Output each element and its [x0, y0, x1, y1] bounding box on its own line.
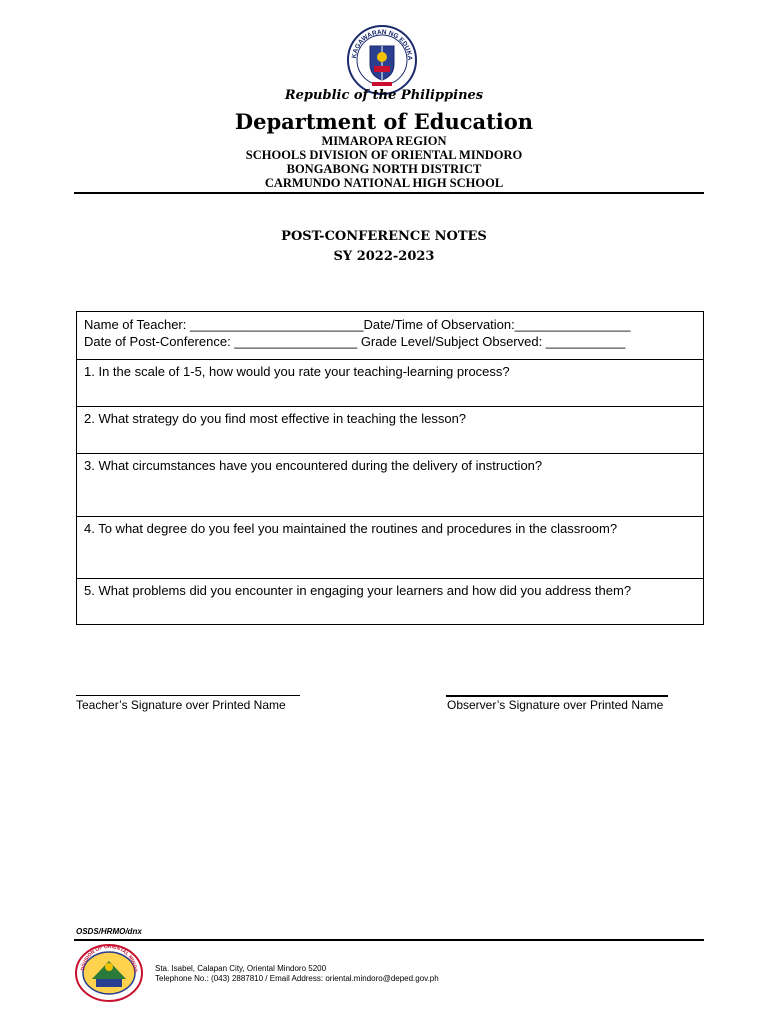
question-row[interactable] [77, 406, 703, 453]
teacher-info-row [77, 312, 703, 359]
question-row[interactable] [77, 578, 703, 624]
header-rule [74, 192, 704, 194]
question-2: 2. What strategy do you find most effective in teaching the lesson? [84, 411, 467, 426]
question-5: 5. What problems did you encounter in engaging your learners and how did you address them? [84, 583, 632, 598]
question-row[interactable] [77, 516, 703, 578]
post-conference-form [76, 311, 704, 625]
svg-text:DIVISION OF ORIENTAL MINDORO: DIVISION OF ORIENTAL MINDO [80, 943, 139, 973]
question-row[interactable] [77, 359, 703, 406]
republic-heading: Republic of the Philippines [284, 88, 484, 103]
svg-text:KAGAWARAN NG EDUKASYON: KAGAWARAN NG EDUKA [350, 28, 414, 61]
teacher-signature-line[interactable] [76, 695, 300, 696]
question-3: 3. What circumstances have you encountered during the delivery of instruction? [84, 458, 543, 473]
teacher-info-line-1[interactable]: Name of Teacher: ________________________Date/Time of Observation:________________ [84, 317, 631, 332]
school-year: SY 2022-2023 [333, 249, 435, 264]
footer-address: Sta. Isabel, Calapan City, Oriental Mindoro 5200 [155, 964, 327, 973]
division-line: SCHOOLS DIVISION OF ORIENTAL MINDORO [245, 148, 523, 162]
department-heading: Department of Education [234, 109, 534, 134]
footer-contact: Telephone No.: (043) 2887810 / Email Address: oriental.mindoro@deped.gov.ph [155, 974, 439, 983]
footer-rule [74, 939, 704, 941]
question-1: 1. In the scale of 1-5, how would you rate your teaching-learning process? [84, 364, 510, 379]
deped-seal [346, 24, 418, 96]
teacher-info-line-2[interactable]: Date of Post-Conference: _________________ Grade Level/Subject Observed: ___________ [84, 334, 626, 349]
observer-signature-line[interactable] [446, 695, 668, 697]
region-line: MIMAROPA REGION [321, 134, 447, 148]
district-line: BONGABONG NORTH DISTRICT [286, 162, 482, 176]
teacher-signature-label: Teacher’s Signature over Printed Name [76, 698, 286, 712]
document-code: OSDS/HRMO/dnx [76, 927, 142, 936]
school-line: CARMUNDO NATIONAL HIGH SCHOOL [264, 176, 504, 190]
document-title: POST-CONFERENCE NOTES [281, 229, 487, 244]
question-4: 4. To what degree do you feel you maintained the routines and procedures in the classroom? [84, 521, 618, 536]
question-row[interactable] [77, 453, 703, 516]
observer-signature-label: Observer’s Signature over Printed Name [447, 698, 664, 712]
division-logo [74, 943, 144, 1003]
